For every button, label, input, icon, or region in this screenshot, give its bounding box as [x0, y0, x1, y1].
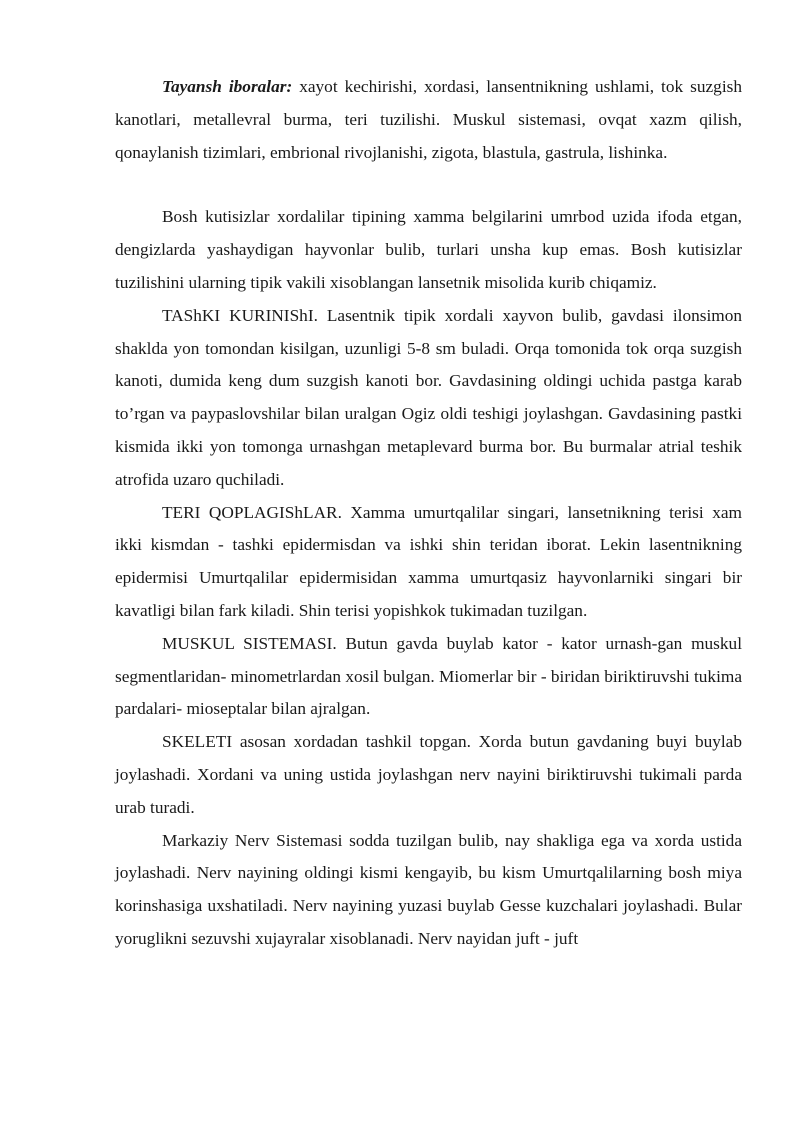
skin-covering-paragraph: TERI QOPLAGIShLAR. Xamma umurtqalilar singari, lansetnikning terisi xam ikki kismdan - tashki epidermisdan va ishki shin teridan iborat. Lekin lasentnikning epidermisi Umurtqalilar epidermisidan xamma umurtqasiz hayvonlarniki singari bir kavatligi bilan fark kiladi. Shin terisi yopishkok tukimadan tuzilgan. [115, 502, 742, 620]
paragraph-gap [115, 169, 742, 201]
keywords-text: xayot kechirishi, xordasi, lansentnikning ushlami, tok suzgish kanotlari, metallevral burma, teri tuzilishi. Muskul sistemasi, ovqat xazm qilish, qonaylanish tizimlari, embrional rivojlanishi, zigota, blastula, gastrula, lishinka. [115, 77, 742, 162]
keywords-label: Tayansh iboralar: [162, 77, 293, 96]
muscle-system-paragraph: MUSKUL SISTEMASI. Butun gavda buylab kator - kator urnash-gan muskul segmentlaridan- minometrlardan xosil bulgan. Miomerlar bir - biridan biriktiruvshi tukima pardalari- mioseptalar bilan ajralgan. [115, 633, 742, 719]
keywords-paragraph [115, 71, 742, 169]
external-appearance-paragraph: TAShKI KURINIShI. Lasentnik tipik xordali xayvon bulib, gavdasi ilonsimon shaklda yon tomondan kisilgan, uzunligi 5-8 sm buladi. Orqa tomonida tok orqa suzgish kanoti, dumida keng dum suzgish kanoti bor. Gavdasining oldingi uchida pastga karab to’rgan va paypaslovshilar bilan uralgan Ogiz oldi teshigi joylashgan. Gavdasining pastki kismida ikki yon tomonga urnashgan metaplevard burma bor. Bu burmalar atrial teshik atrofida uzaro quchiladi. [115, 305, 742, 489]
skeleton-paragraph: SKELETI asosan xordadan tashkil topgan. Xorda butun gavdaning buyi buylab joylashadi. Xordani va uning ustida joylashgan nerv nayini biriktiruvshi tukimali parda urab turadi. [115, 732, 742, 817]
document-page [115, 71, 742, 956]
intro-paragraph: Bosh kutisizlar xordalilar tipining xamma belgilarini umrbod uzida ifoda etgan, dengizlarda yashaydigan hayvonlar bulib, turlari unsha kup emas. Bosh kutisizlar tuzilishini ularning tipik vakili xisoblangan lansetnik misolida kurib chiqamiz. [115, 207, 742, 292]
nervous-system-paragraph: Markaziy Nerv Sistemasi sodda tuzilgan bulib, nay shakliga ega va xorda ustida joylashadi. Nerv nayining oldingi kismi kengayib, bu kism Umurtqalilarning bosh miya korinshasiga uxshatiladi. Nerv nayining yuzasi buylab Gesse kuzchalari joylashadi. Bular yoruglikni sezuvshi xujayralar xisoblanadi. Nerv nayidan juft - juft [115, 830, 742, 948]
